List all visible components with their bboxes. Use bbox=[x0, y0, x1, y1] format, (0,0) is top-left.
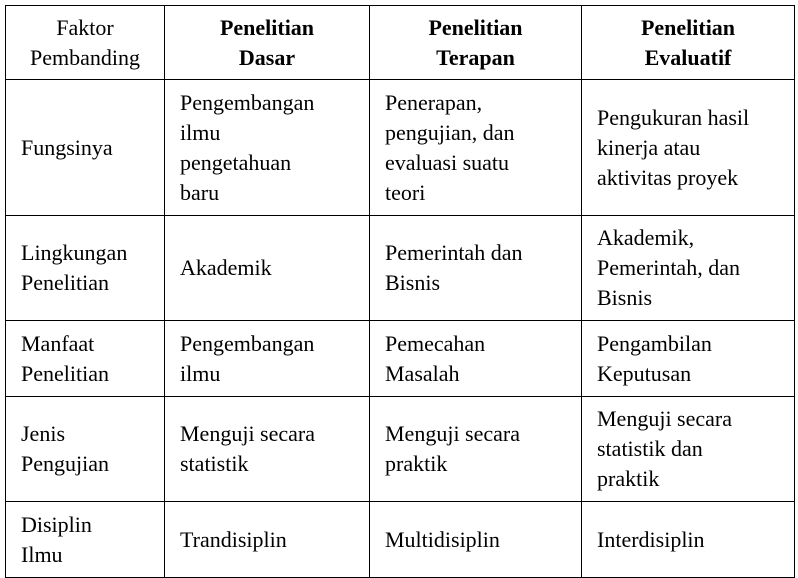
dasar-cell: Pengembangan ilmu bbox=[165, 321, 370, 397]
row-factor-cell: Lingkungan Penelitian bbox=[6, 216, 165, 321]
row-factor-cell: Jenis Pengujian bbox=[6, 397, 165, 502]
table-row bbox=[6, 321, 795, 397]
row-factor-cell: Manfaat Penelitian bbox=[6, 321, 165, 397]
terapan-cell: Penerapan, pengujian, dan evaluasi suatu teori bbox=[370, 80, 582, 216]
terapan-cell: Menguji secara praktik bbox=[370, 397, 582, 502]
dasar-cell: Akademik bbox=[165, 216, 370, 321]
evaluatif-cell: Akademik, Pemerintah, dan Bisnis bbox=[582, 216, 795, 321]
terapan-cell: Multidisiplin bbox=[370, 502, 582, 578]
evaluatif-cell: Interdisiplin bbox=[582, 502, 795, 578]
evaluatif-cell: Menguji secara statistik dan praktik bbox=[582, 397, 795, 502]
table-row bbox=[6, 216, 795, 321]
comparison-table bbox=[5, 5, 795, 578]
row-factor-cell: Fungsinya bbox=[6, 80, 165, 216]
dasar-cell: Trandisiplin bbox=[165, 502, 370, 578]
dasar-cell: Menguji secara statistik bbox=[165, 397, 370, 502]
header-faktor-pembanding: Faktor Pembanding bbox=[6, 6, 165, 80]
table-row bbox=[6, 80, 795, 216]
header-penelitian-terapan: Penelitian Terapan bbox=[370, 6, 582, 80]
terapan-cell: Pemecahan Masalah bbox=[370, 321, 582, 397]
dasar-cell: Pengembangan ilmu pengetahuan baru bbox=[165, 80, 370, 216]
evaluatif-cell: Pengukuran hasil kinerja atau aktivitas proyek bbox=[582, 80, 795, 216]
table-header-row bbox=[6, 6, 795, 80]
evaluatif-cell: Pengambilan Keputusan bbox=[582, 321, 795, 397]
header-penelitian-dasar: Penelitian Dasar bbox=[165, 6, 370, 80]
table-row bbox=[6, 502, 795, 578]
table-row bbox=[6, 397, 795, 502]
header-penelitian-evaluatif: Penelitian Evaluatif bbox=[582, 6, 795, 80]
terapan-cell: Pemerintah dan Bisnis bbox=[370, 216, 582, 321]
row-factor-cell: Disiplin Ilmu bbox=[6, 502, 165, 578]
